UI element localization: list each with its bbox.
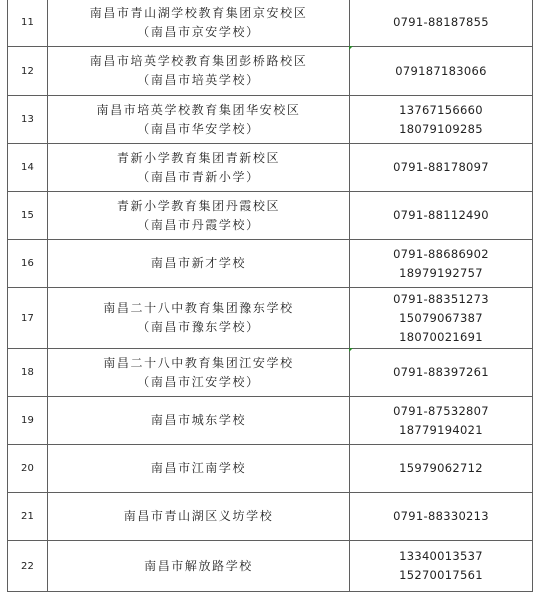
table-row (8, 349, 533, 397)
table-row (8, 541, 533, 592)
phone-number: 079187183066 (395, 63, 487, 78)
school-name: 南昌市江南学校 (150, 461, 247, 475)
school-alias: （南昌市青新小学） (137, 169, 260, 184)
table-row (8, 96, 533, 144)
phone-cell (350, 349, 533, 397)
phone-number: 13340013537 (399, 549, 483, 563)
row-number: 18 (8, 349, 48, 397)
phone-number: 18979192757 (399, 265, 483, 280)
phone-number: 18079109285 (399, 121, 483, 136)
row-number: 20 (8, 445, 48, 493)
table-row (8, 445, 533, 493)
table-row (8, 288, 533, 349)
table-row (8, 397, 533, 445)
phone-number: 0791-88187855 (393, 15, 489, 29)
school-name-cell (48, 0, 350, 47)
school-name-cell (48, 493, 350, 541)
school-name: 南昌市解放路学校 (144, 558, 253, 573)
school-name: 南昌二十八中教育集团江安学校 (103, 355, 294, 370)
phone-number: 0791-88686902 (393, 246, 489, 261)
phone-cell (350, 240, 533, 288)
row-number: 19 (8, 397, 48, 445)
phone-number: 0791-88112490 (393, 208, 489, 222)
row-number: 22 (8, 541, 48, 592)
phone-number: 0791-88178097 (393, 160, 489, 174)
school-alias: （南昌市京安学校） (137, 24, 260, 39)
school-alias: （南昌市华安学校） (137, 121, 260, 136)
phone-number: 0791-88397261 (393, 365, 489, 379)
table-row (8, 144, 533, 192)
row-number: 17 (8, 288, 48, 349)
school-name-cell (48, 240, 350, 288)
table-row (8, 47, 533, 96)
phone-number: 13767156660 (399, 102, 483, 117)
phone-cell (350, 541, 533, 592)
school-name-cell (48, 445, 350, 493)
school-name: 南昌二十八中教育集团豫东学校 (103, 301, 294, 315)
school-name: 青新小学教育集团丹霞校区 (116, 198, 281, 213)
row-number: 11 (8, 0, 48, 47)
school-alias: （南昌市丹霞学校） (137, 217, 260, 232)
school-name-cell (48, 288, 350, 349)
school-name-cell (48, 541, 350, 592)
table-row (8, 493, 533, 541)
school-name: 南昌市新才学校 (150, 256, 247, 270)
school-name: 青新小学教育集团青新校区 (116, 150, 281, 165)
school-name: 南昌市城东学校 (150, 413, 247, 427)
row-number: 13 (8, 96, 48, 144)
phone-number: 15270017561 (399, 568, 483, 582)
row-number: 14 (8, 144, 48, 192)
phone-cell (350, 96, 533, 144)
phone-cell (350, 288, 533, 349)
table-row (8, 240, 533, 288)
school-alias: （南昌市豫东学校） (137, 320, 260, 334)
school-name-cell (48, 349, 350, 397)
phone-cell (350, 493, 533, 541)
phone-number: 18779194021 (399, 422, 483, 437)
phone-number: 0791-88351273 (393, 291, 489, 306)
school-alias: （南昌市培英学校） (137, 73, 260, 87)
school-name: 南昌市培英学校教育集团彭桥路校区 (89, 54, 308, 68)
cell-comment-marker (349, 46, 353, 50)
row-number: 15 (8, 192, 48, 240)
phone-cell (350, 0, 533, 47)
phone-cell (350, 144, 533, 192)
phone-cell (350, 397, 533, 445)
school-name: 南昌市培英学校教育集团华安校区 (96, 102, 301, 117)
school-alias: （南昌市江安学校） (137, 374, 260, 389)
phone-cell (350, 47, 533, 96)
cell-comment-marker (349, 348, 353, 352)
table-row (8, 0, 533, 47)
phone-number: 15079067387 (399, 310, 483, 325)
phone-cell (350, 192, 533, 240)
phone-number: 15979062712 (399, 461, 483, 475)
phone-cell (350, 445, 533, 493)
row-number: 21 (8, 493, 48, 541)
school-name: 南昌市青山湖学校教育集团京安校区 (89, 5, 308, 20)
school-name-cell (48, 397, 350, 445)
phone-number: 0791-87532807 (393, 403, 489, 418)
school-contact-table (7, 0, 533, 592)
table-row (8, 192, 533, 240)
row-number: 12 (8, 47, 48, 96)
school-name-cell (48, 96, 350, 144)
school-name-cell (48, 144, 350, 192)
phone-number: 0791-88330213 (393, 509, 489, 523)
row-number: 16 (8, 240, 48, 288)
school-name-cell (48, 192, 350, 240)
table-body (8, 0, 533, 592)
school-name: 南昌市青山湖区义坊学校 (123, 509, 274, 523)
school-name-cell (48, 47, 350, 96)
phone-number: 18070021691 (399, 329, 483, 344)
